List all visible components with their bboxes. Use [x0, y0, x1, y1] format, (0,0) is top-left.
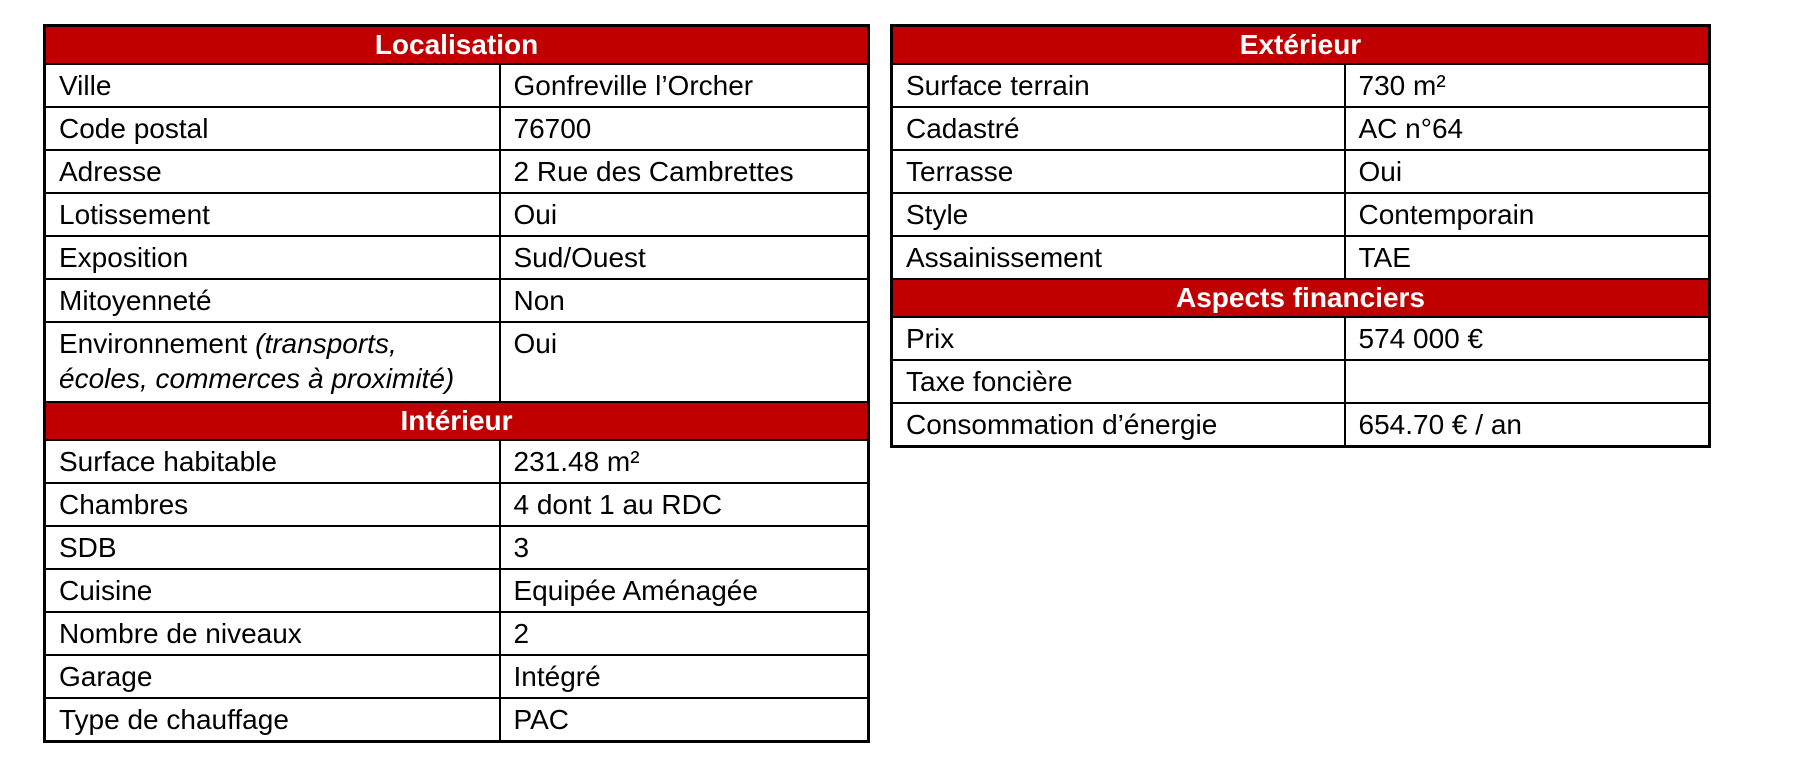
- table-row-localisation-6: [45, 322, 869, 402]
- table-row-exterieur-3: [892, 193, 1710, 236]
- row-value: AC n°64: [1345, 107, 1710, 150]
- row-value: PAC: [500, 698, 869, 742]
- row-label: [45, 64, 500, 107]
- table-row-aspects-financiers-1: [892, 360, 1710, 403]
- property-table-right: [890, 24, 1711, 448]
- row-value: Intégré: [500, 655, 869, 698]
- row-label: [45, 322, 500, 402]
- row-label: [45, 107, 500, 150]
- row-label: [45, 193, 500, 236]
- row-label-text: Ville: [59, 70, 112, 101]
- row-label: [892, 236, 1345, 279]
- row-label-text: Environnement: [59, 328, 248, 359]
- table-row-aspects-financiers-0: [892, 317, 1710, 360]
- property-table-left: [43, 24, 870, 743]
- section-header-row: [45, 402, 869, 440]
- row-label-text: Terrasse: [906, 156, 1014, 187]
- row-value: 2: [500, 612, 869, 655]
- section-header-aspects-financiers: Aspects financiers: [892, 279, 1710, 317]
- row-value: 76700: [500, 107, 869, 150]
- row-label: [45, 440, 500, 483]
- row-value: Oui: [500, 322, 869, 402]
- table-row-exterieur-4: [892, 236, 1710, 279]
- row-value: 2 Rue des Cambrettes: [500, 150, 869, 193]
- row-label: [45, 483, 500, 526]
- row-value: Oui: [1345, 150, 1710, 193]
- row-label-note: (transports, écoles, commerces à proximité): [59, 328, 455, 394]
- row-label-text: Assainissement: [906, 242, 1103, 273]
- row-label: [892, 150, 1345, 193]
- row-label: [892, 360, 1345, 403]
- right-table-body: [892, 26, 1710, 447]
- table-row-interieur-3: [45, 569, 869, 612]
- section-header-row: [45, 26, 869, 65]
- row-label-text: Adresse: [59, 156, 162, 187]
- table-row-localisation-5: [45, 279, 869, 322]
- row-label-text: Prix: [906, 323, 955, 354]
- table-row-exterieur-0: [892, 64, 1710, 107]
- row-label: [45, 526, 500, 569]
- table-row-interieur-5: [45, 655, 869, 698]
- row-label: [45, 698, 500, 742]
- row-label: [45, 612, 500, 655]
- row-label-text: Mitoyenneté: [59, 285, 212, 316]
- row-value: Oui: [500, 193, 869, 236]
- row-label: [45, 569, 500, 612]
- section-header-localisation: Localisation: [45, 26, 869, 65]
- row-value: 231.48 m²: [500, 440, 869, 483]
- row-label-text: Lotissement: [59, 199, 210, 230]
- table-row-interieur-1: [45, 483, 869, 526]
- row-label: [892, 193, 1345, 236]
- table-row-interieur-4: [45, 612, 869, 655]
- row-label-text: Type de chauffage: [59, 704, 289, 735]
- row-value: [1345, 360, 1710, 403]
- table-row-interieur-0: [45, 440, 869, 483]
- row-label-text: Code postal: [59, 113, 209, 144]
- table-row-exterieur-1: [892, 107, 1710, 150]
- row-value: 730 m²: [1345, 64, 1710, 107]
- row-value: 3: [500, 526, 869, 569]
- row-value: Non: [500, 279, 869, 322]
- row-label-text: Chambres: [59, 489, 189, 520]
- left-table-body: [45, 26, 869, 742]
- row-value: 574 000 €: [1345, 317, 1710, 360]
- row-label-text: SDB: [59, 532, 117, 563]
- table-row-aspects-financiers-2: [892, 403, 1710, 447]
- section-header-row: [892, 26, 1710, 65]
- table-row-localisation-3: [45, 193, 869, 236]
- row-label: [892, 64, 1345, 107]
- row-label-text: Surface habitable: [59, 446, 277, 477]
- row-value: Contemporain: [1345, 193, 1710, 236]
- row-label: [892, 107, 1345, 150]
- row-value: 654.70 € / an: [1345, 403, 1710, 447]
- row-label-text: Exposition: [59, 242, 189, 273]
- row-label-text: Cadastré: [906, 113, 1020, 144]
- row-label-text: Style: [906, 199, 969, 230]
- row-value: 4 dont 1 au RDC: [500, 483, 869, 526]
- row-label: [45, 150, 500, 193]
- row-label-text: Garage: [59, 661, 153, 692]
- table-row-interieur-6: [45, 698, 869, 742]
- table-row-localisation-2: [45, 150, 869, 193]
- section-header-exterieur: Extérieur: [892, 26, 1710, 65]
- table-row-localisation-0: [45, 64, 869, 107]
- table-row-localisation-4: [45, 236, 869, 279]
- row-label: [45, 236, 500, 279]
- row-label-text: Consommation d’énergie: [906, 409, 1218, 440]
- section-header-interieur: Intérieur: [45, 402, 869, 440]
- row-value: Equipée Aménagée: [500, 569, 869, 612]
- row-label: [892, 403, 1345, 447]
- row-value: Sud/Ouest: [500, 236, 869, 279]
- table-row-localisation-1: [45, 107, 869, 150]
- row-label-text: Nombre de niveaux: [59, 618, 302, 649]
- row-label-text: Surface terrain: [906, 70, 1090, 101]
- row-label: [892, 317, 1345, 360]
- row-value: Gonfreville l’Orcher: [500, 64, 869, 107]
- row-label: [45, 279, 500, 322]
- table-row-exterieur-2: [892, 150, 1710, 193]
- row-label: [45, 655, 500, 698]
- row-label-text: Cuisine: [59, 575, 153, 606]
- table-row-interieur-2: [45, 526, 869, 569]
- row-value: TAE: [1345, 236, 1710, 279]
- section-header-row: [892, 279, 1710, 317]
- row-label-text: Taxe foncière: [906, 366, 1073, 397]
